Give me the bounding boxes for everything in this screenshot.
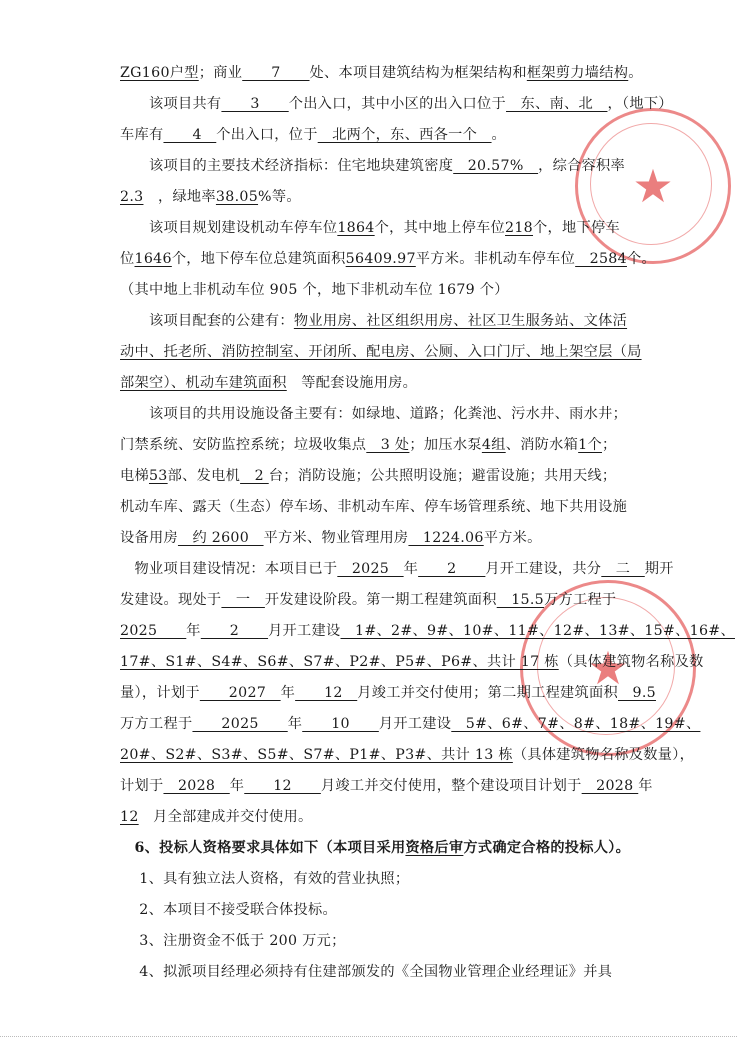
- text-segment: 。: [628, 65, 643, 81]
- text-segment: 电梯: [120, 468, 149, 484]
- text-segment: 万方工程于: [543, 592, 617, 608]
- text-segment: 东、南、北: [506, 96, 608, 112]
- text-segment: 1646: [134, 251, 172, 267]
- text-line: [120, 590, 649, 610]
- text-line: [120, 776, 653, 796]
- text-segment: 该项目的主要技术经济指标：住宅地块建筑密度: [120, 158, 454, 174]
- text-segment: 月开工建设: [268, 623, 341, 639]
- text-segment: 2025: [337, 561, 404, 577]
- text-segment: 个，地下停车位总建筑面积: [171, 251, 346, 267]
- text-segment: 12: [244, 778, 321, 794]
- text-segment: 2584: [575, 251, 627, 267]
- text-segment: 该项目的共用设施设备主要有：如绿地、道路；化粪池、污水井、雨水井；: [120, 406, 628, 422]
- text-segment: 量），计划于: [120, 685, 200, 701]
- text-segment: ，绿地率: [143, 189, 216, 205]
- text-segment: 该项目共有: [120, 96, 222, 112]
- text-line: [120, 249, 656, 269]
- text-segment: 部、发电机: [167, 468, 241, 484]
- text-line: [120, 528, 649, 548]
- text-segment: 10: [302, 716, 379, 732]
- text-segment: 等配套设施用房。: [286, 375, 418, 391]
- text-segment: %等。: [258, 189, 301, 205]
- text-segment: 万方工程于: [120, 716, 193, 732]
- text-segment: 1、具有独立法人资格，有效的营业执照；: [120, 871, 410, 887]
- text-segment: 7: [242, 65, 310, 81]
- text-segment: 平方米、物业管理用房: [263, 530, 409, 546]
- text-line: [120, 311, 649, 331]
- text-segment: 15.5: [496, 592, 544, 608]
- text-segment: 方式确定合格的投标人）。: [463, 840, 631, 856]
- text-segment: 资格后审: [405, 840, 464, 856]
- text-segment: ，综合容积率: [538, 158, 626, 174]
- text-segment: 4组: [481, 437, 506, 453]
- text-segment: 2028: [163, 778, 230, 794]
- text-line: [120, 218, 649, 238]
- text-segment: 12: [120, 809, 139, 825]
- text-segment: 期开: [644, 561, 674, 577]
- text-segment: ；: [601, 437, 617, 453]
- text-segment: 设备用房: [120, 530, 178, 546]
- text-segment: 北两个，东、西各一个: [317, 127, 492, 143]
- text-segment: 物业用房、社区组织用房、社区卫生服务站、文体活: [293, 313, 628, 329]
- text-segment: 一: [221, 592, 265, 608]
- text-segment: 56409.97: [345, 251, 416, 267]
- text-segment: 2、本项目不接受联合体投标。: [120, 902, 337, 918]
- text-segment: 该项目规划建设机动车停车位: [120, 220, 338, 236]
- text-line: [120, 404, 649, 424]
- text-segment: 。: [491, 127, 507, 143]
- text-segment: 年: [287, 716, 303, 732]
- text-segment: 2: [200, 623, 269, 639]
- text-segment: 2028: [581, 778, 639, 794]
- text-segment: 月竣工并交付使用；第二期工程建筑面积: [357, 685, 619, 701]
- text-line: [120, 187, 649, 207]
- text-segment: 个。: [626, 251, 656, 267]
- text-segment: ；商业: [198, 65, 243, 81]
- text-segment: 处、本项目建筑结构为框架结构和: [309, 65, 527, 81]
- text-segment: 年: [280, 685, 296, 701]
- text-segment: 月开工建设，共分: [485, 561, 602, 577]
- text-segment: 1864: [337, 220, 375, 236]
- text-segment: 12: [295, 685, 358, 701]
- text-line: [120, 342, 649, 362]
- text-line: [120, 652, 704, 672]
- text-segment: 1个: [578, 437, 602, 453]
- text-line: [120, 466, 649, 486]
- text-line: [120, 745, 695, 765]
- text-segment: 3 处: [366, 437, 410, 453]
- text-line: [120, 807, 649, 827]
- text-segment: 月开工建设: [378, 716, 452, 732]
- text-segment: 20#、S2#、S3#、S5#、S7#、P1#、P3#、共计 13 栋: [120, 747, 513, 763]
- text-segment: ，（地下）: [607, 96, 673, 112]
- text-segment: 4、拟派项目经理必须持有住建部颁发的《全国物业管理企业经理证》并具: [120, 964, 613, 980]
- text-segment: 2: [240, 468, 269, 484]
- text-segment: 2.3: [120, 189, 144, 205]
- text-segment: ；加压水泵: [409, 437, 482, 453]
- text-segment: 个出入口，其中小区的出入口位于: [288, 96, 507, 112]
- text-segment: 4: [163, 127, 217, 143]
- text-line: [120, 900, 649, 920]
- text-segment: 1224.06: [408, 530, 484, 546]
- text-line: [120, 125, 649, 145]
- text-line: [120, 931, 649, 951]
- text-segment: 年: [229, 778, 245, 794]
- text-segment: 1#、2#、9#、10#、11#、12#、13#、15#、16#、: [340, 623, 735, 639]
- text-segment: 17#、S1#、S4#、S6#、S7#、P2#、P5#、P6#、共计 17 栋: [120, 654, 559, 670]
- text-segment: 2025: [120, 623, 187, 639]
- text-line: [120, 869, 649, 889]
- text-line: [120, 280, 649, 300]
- text-line: [120, 63, 649, 83]
- text-segment: 3、注册资金不低于 200 万元；: [120, 933, 346, 949]
- text-line: [120, 156, 649, 176]
- text-segment: 3: [221, 96, 289, 112]
- text-segment: 53: [148, 468, 168, 484]
- text-segment: 约 2600: [177, 530, 264, 546]
- text-segment: 机动车库、露天（生态）停车场、非机动车库、停车场管理系统、地下共用设施: [120, 499, 628, 515]
- text-segment: 、消防水箱: [505, 437, 579, 453]
- text-segment: 动中、托老所、消防控制室、开闭所、配电房、公厕、入口门厅、地上架空层（局: [120, 344, 642, 360]
- text-segment: ZG160户型: [120, 65, 199, 81]
- text-segment: 二: [601, 561, 645, 577]
- text-line: [120, 94, 673, 114]
- text-segment: 该项目配套的公建有：: [120, 313, 294, 329]
- text-segment: 平方米。非机动车停车位: [415, 251, 576, 267]
- text-segment: 2: [418, 561, 486, 577]
- text-segment: 开发建设阶段。第一期工程建筑面积: [264, 592, 497, 608]
- text-line: [120, 962, 649, 982]
- text-segment: 台；消防设施；公共照明设施；避雷设施；共用天线；: [268, 468, 617, 484]
- text-segment: 位: [120, 251, 135, 267]
- text-line: [120, 559, 674, 579]
- seal-star-icon: ★: [587, 641, 629, 695]
- text-segment: 年: [638, 778, 653, 794]
- text-segment: 车库有: [120, 127, 164, 143]
- text-line: [120, 373, 649, 393]
- text-segment: 平方米。: [483, 530, 542, 546]
- text-segment: 个出入口，位于: [216, 127, 318, 143]
- text-line: [120, 435, 649, 455]
- text-segment: 6、投标人资格要求具体如下（本项目采用: [120, 840, 406, 856]
- text-segment: 38.05: [215, 189, 259, 205]
- text-segment: 发建设。现处于: [120, 592, 222, 608]
- text-segment: 20.57%: [453, 158, 539, 174]
- text-segment: 218: [505, 220, 534, 236]
- text-segment: （具体建筑物名称及数: [558, 654, 704, 670]
- text-segment: （其中地上非机动车位 905 个，地下非机动车位 1679 个）: [120, 282, 509, 298]
- text-segment: 9.5: [618, 685, 656, 701]
- text-segment: 2025: [192, 716, 288, 732]
- seal-star-icon: ★: [632, 159, 674, 213]
- text-segment: 2027: [199, 685, 281, 701]
- text-segment: 计划于: [120, 778, 164, 794]
- text-line: [120, 714, 701, 734]
- text-segment: 物业项目建设情况：本项目已于: [120, 561, 338, 577]
- text-line: [120, 683, 656, 703]
- text-line: [120, 621, 735, 641]
- text-segment: 部架空）、机动车建筑面积: [120, 375, 287, 391]
- text-segment: 门禁系统、安防监控系统；垃圾收集点: [120, 437, 367, 453]
- text-segment: 个，地下停车: [533, 220, 620, 236]
- text-segment: 框架剪力墙结构: [526, 65, 629, 81]
- text-segment: （具体建筑物名称及数量），: [512, 747, 695, 763]
- text-line: [120, 838, 649, 858]
- text-segment: 月竣工并交付使用，整个建设项目计划于: [320, 778, 582, 794]
- text-line: [120, 497, 649, 517]
- text-segment: 5#、6#、7#、8#、18#、19#、: [451, 716, 701, 732]
- text-segment: 个，其中地上停车位: [374, 220, 506, 236]
- text-segment: 年: [186, 623, 201, 639]
- page-footer-divider: [0, 1036, 737, 1038]
- text-segment: 年: [403, 561, 419, 577]
- text-segment: 月全部建成并交付使用。: [138, 809, 313, 825]
